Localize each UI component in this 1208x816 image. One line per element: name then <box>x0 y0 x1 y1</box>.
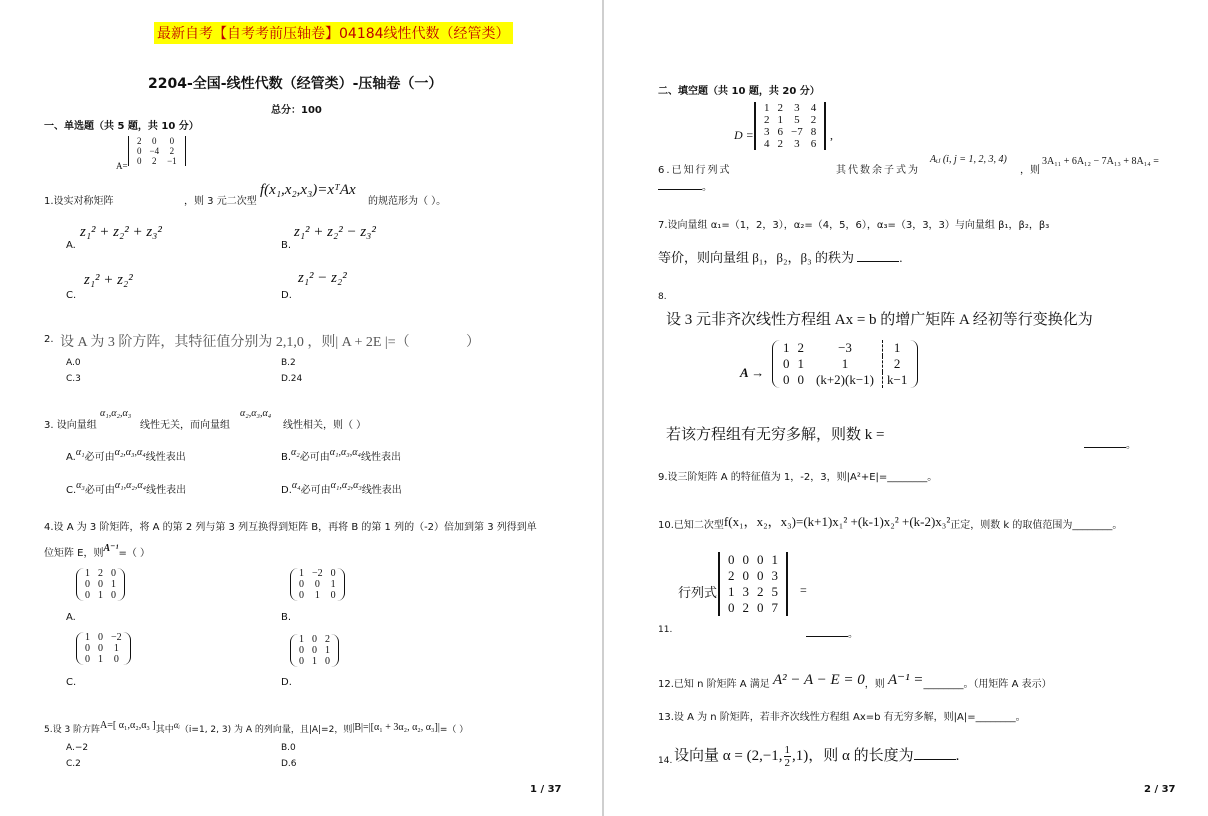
page-1 <box>0 0 602 816</box>
exam-title: 2204-全国-线性代数（经管类）-压轴卷（一） <box>148 76 443 92</box>
q1-option-b-math: z₁² + z₂² − z₃² <box>294 224 376 240</box>
q8-answer-line: 。 <box>1084 436 1136 451</box>
q2-option-b[interactable]: B.2 <box>281 358 296 368</box>
q6-text-1: 6.已知行列式 <box>658 165 732 176</box>
q2-option-a[interactable]: A.0 <box>66 358 81 368</box>
q1-option-d-math: z₁² − z₂² <box>298 270 347 286</box>
total-score: 总分：100 <box>271 105 322 116</box>
q7-line1: 7.设向量组 α₁=（1，2，3），α₂=（4，5，6），α₃=（3，3，3）与向量组 β₁，β₂，β₃ <box>658 220 1050 231</box>
q4-option-b-matrix: 1 −2 0 0 0 1 0 1 0 <box>290 568 345 601</box>
q14-text: 设向量 α = (2,−1, $\frac{1}{2}$ ,1)，则 α 的长度为 . <box>674 744 960 770</box>
q6-answer-line: 。 <box>658 178 712 193</box>
q9-text: 9.设三阶矩阵 A 的特征值为 1，-2，3，则|A²+E|=________。 <box>658 472 938 483</box>
q5-option-c[interactable]: C.2 <box>66 759 81 769</box>
q6-aij: Aᵢⱼ (i, j = 1, 2, 3, 4) <box>930 154 1007 165</box>
q13-text: 13.设 A 为 n 阶矩阵，若非齐次线性方程组 Ax=b 有无穷多解，则|A|=________。 <box>658 712 1026 723</box>
q3-prefix: 3. 设向量组 <box>44 420 97 431</box>
q4-option-d-matrix: 1 0 2 0 0 1 0 1 0 <box>290 634 339 667</box>
q11-equals: = <box>800 583 807 597</box>
q14-number: 14. <box>658 756 673 766</box>
q8-number: 8. <box>658 292 667 302</box>
q2-close: ） <box>466 335 480 350</box>
q4-line2: 位矩阵 E，则A⁻¹=（ ） <box>44 543 151 559</box>
q3-option-c[interactable]: C.α₃必可由α₁,α₂,α₄线性表出 <box>66 480 187 496</box>
q5-option-d[interactable]: D.6 <box>281 759 297 769</box>
q2-option-d[interactable]: D.24 <box>281 374 303 384</box>
q3-mid: 线性无关，而向量组 <box>140 420 230 431</box>
banner: 最新自考【自考考前压轴卷】04184线性代数（经管类） <box>154 22 513 44</box>
q1-option-d[interactable]: D. <box>281 290 292 301</box>
q1-matrix: 2 0 0 0 −4 2 0 2 −1 <box>128 136 186 166</box>
q10-line: 10.已知二次型f(x₁，x₂，x₃)=(k+1)x₁² +(k-1)x₂² +(k-2)x₃²正定，则数 k 的取值范围为________。 <box>658 514 1123 531</box>
q2-option-c[interactable]: C.3 <box>66 374 81 384</box>
q11-label: 行列式 <box>678 585 718 600</box>
q7-line2: 等价，则向量组 β₁，β₂，β₃ 的秩为 . <box>658 250 903 265</box>
q3-option-b[interactable]: B.α₂必可由α₁,α₃,α₄线性表出 <box>281 447 401 463</box>
q1-prefix: 1.设实对称矩阵 <box>44 196 114 207</box>
q5-line: 5.设 3 阶方阵A=[ α₁,α₂,α₃ ]其中αᵢ（i=1, 2, 3) 为 A 的列向量，且|A|=2，则|B|=|[α₁ + 3α₂, α₂, α₃]|=（ ） <box>44 720 469 735</box>
q4-option-a-matrix: 1 2 0 0 0 1 0 1 0 <box>76 568 125 601</box>
q1-option-b[interactable]: B. <box>281 240 292 251</box>
q1-suffix: 的规范形为（ ）。 <box>368 196 447 207</box>
q4-option-c-letter[interactable]: C. <box>66 677 77 688</box>
q4-option-c-matrix: 1 0 −2 0 0 1 0 1 0 <box>76 632 131 665</box>
q1-matrix-label: A= <box>116 161 128 171</box>
q8-arrow: A → <box>740 365 765 380</box>
q1-option-c[interactable]: C. <box>66 290 77 301</box>
q6-text-3: ，则 <box>1020 165 1040 176</box>
q2-number: 2. <box>44 334 54 345</box>
page-2 <box>604 0 1208 816</box>
q5-option-b[interactable]: B.0 <box>281 743 296 753</box>
q3-suffix: 线性相关，则（ ） <box>283 420 367 431</box>
page-number: 2 / 37 <box>1144 784 1176 795</box>
q1-mid: ，则 3 元二次型 <box>184 196 257 207</box>
q1-formula: f(x₁,x₂,x₃)=xᵀAx <box>260 182 356 198</box>
q6-text-2: 其代数余子式为 <box>836 165 920 176</box>
q3-vec1: α₁,α₂,α₃ <box>100 408 132 419</box>
q11-number: 11. <box>658 625 673 635</box>
q4-option-b-letter[interactable]: B. <box>281 612 292 623</box>
q4-line1: 4.设 A 为 3 阶矩阵，将 A 的第 2 列与第 3 列互换得到矩阵 B，再将 B 的第 1 列的（-2）倍加到第 3 列得到单 <box>44 522 537 533</box>
section-2-heading: 二、填空题（共 10 题，共 20 分） <box>658 86 820 97</box>
q2-text: 设 A 为 3 阶方阵，其特征值分别为 2,1,0 ，则| A + 2E |=（ <box>60 335 410 350</box>
q6-det-label: D = <box>734 128 754 142</box>
q3-option-a[interactable]: A.α₁必可由α₂,α₃,α₄线性表出 <box>66 447 186 463</box>
q4-option-a-letter[interactable]: A. <box>66 612 76 623</box>
q1-option-a[interactable]: A. <box>66 240 76 251</box>
q11-answer-line: 。 <box>806 625 858 640</box>
q8-line2: 若该方程组有无穷多解，则数 k = <box>666 427 885 443</box>
q6-expression: 3A₁₁ + 6A₁₂ − 7A₁₃ + 8A₁₄ = <box>1042 156 1159 167</box>
q5-option-a[interactable]: A.−2 <box>66 743 89 753</box>
q3-vec2: α₂,α₃,α₄ <box>240 408 272 419</box>
q12-line: 12.已知 n 阶矩阵 A 满足 A² − A − E = 0，则 A⁻¹ =________。（用矩阵 A 表示） <box>658 672 1052 690</box>
q1-option-a-math: z₁² + z₂² + z₃² <box>80 224 162 240</box>
q8-augmented-matrix: 1 2 −3 1 0 1 1 2 0 0 (k+2)(k−1) k−1 <box>772 340 918 388</box>
q3-option-d[interactable]: D.α₄必可由α₁,α₂,α₃线性表出 <box>281 480 402 496</box>
page-number: 1 / 37 <box>530 784 562 795</box>
q1-option-c-math: z₁² + z₂² <box>84 272 133 288</box>
q11-determinant: 0 0 0 1 2 0 0 3 1 3 2 5 0 2 0 7 <box>718 552 788 616</box>
q4-option-d-letter[interactable]: D. <box>281 677 292 688</box>
q8-text: 设 3 元非齐次线性方程组 Ax = b 的增广矩阵 A 经初等行变换化为 <box>666 312 1093 328</box>
section-1-heading: 一、单选题（共 5 题，共 10 分） <box>44 121 199 132</box>
q6-comma: , <box>830 128 833 142</box>
q6-determinant: 1 2 3 4 2 1 5 2 3 6 −7 8 4 2 3 6 <box>754 102 826 150</box>
